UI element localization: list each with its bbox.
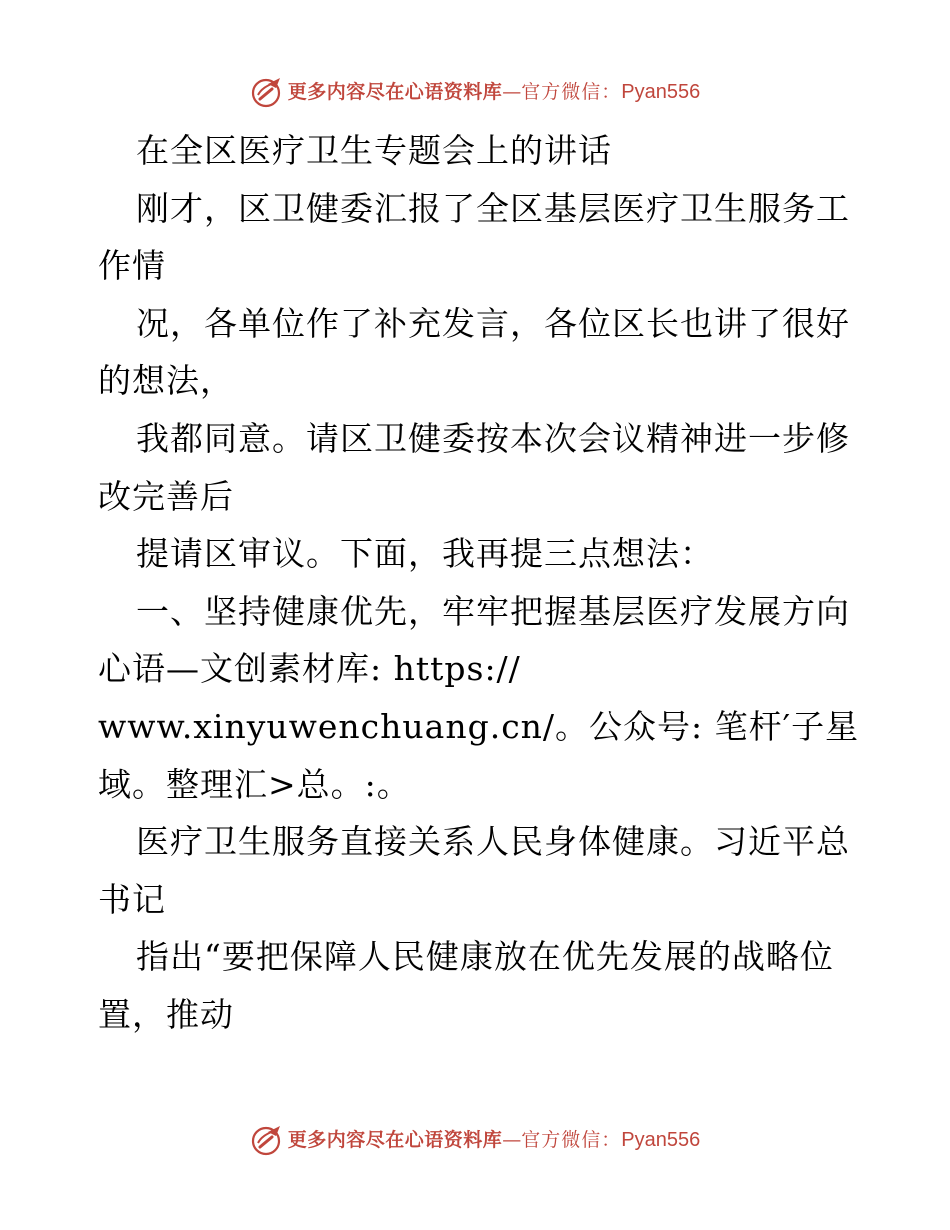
- text-line: www.xinyuwenchuang.cn/。公众号: 笔杆′子星: [98, 706, 860, 746]
- text-line: 提请区审议。下面，我再提三点想法：: [136, 534, 714, 574]
- text-line: 改完善后: [98, 476, 234, 516]
- banner-separator: —: [502, 80, 522, 103]
- text-line: 作情: [98, 246, 166, 286]
- footer-banner: [0, 1120, 950, 1160]
- pen-circle-logo-icon: [250, 75, 284, 109]
- banner-separator: —: [502, 1128, 522, 1151]
- banner-wechat-label: 官方微信：: [521, 1128, 622, 1151]
- text-line: 我都同意。请区卫健委按本次会议精神进一步修: [136, 418, 850, 458]
- pen-circle-logo-icon: [250, 1123, 284, 1157]
- banner-wechat-label: 官方微信：: [521, 80, 622, 103]
- text-line: 况，各单位作了补充发言，各位区长也讲了很好: [136, 303, 850, 343]
- text-line: 置，推动: [98, 994, 234, 1034]
- banner-brand: 更多内容尽在心语资料库: [287, 1128, 503, 1151]
- document-title: 在全区医疗卫生专题会上的讲话: [136, 131, 612, 170]
- text-line: 心语—文创素材库: https://: [98, 649, 521, 689]
- text-line: 医疗卫生服务直接关系人民身体健康。习近平总: [136, 822, 850, 862]
- text-line: 域。整理汇>总。:。: [98, 764, 411, 804]
- document-body: [98, 122, 858, 1044]
- section-heading: 一、坚持健康优先，牢牢把握基层医疗发展方向: [136, 591, 850, 631]
- text-line: 的想法，: [98, 361, 234, 401]
- banner-wechat-id: Pyan556: [621, 1129, 701, 1151]
- banner-wechat-id: Pyan556: [621, 81, 701, 103]
- header-banner: [0, 72, 950, 112]
- banner-brand: 更多内容尽在心语资料库: [287, 80, 503, 103]
- text-line: 指出“要把保障人民健康放在优先发展的战略位: [136, 937, 834, 977]
- text-line: 刚才，区卫健委汇报了全区基层医疗卫生服务工: [136, 188, 850, 228]
- text-line: 书记: [98, 879, 166, 919]
